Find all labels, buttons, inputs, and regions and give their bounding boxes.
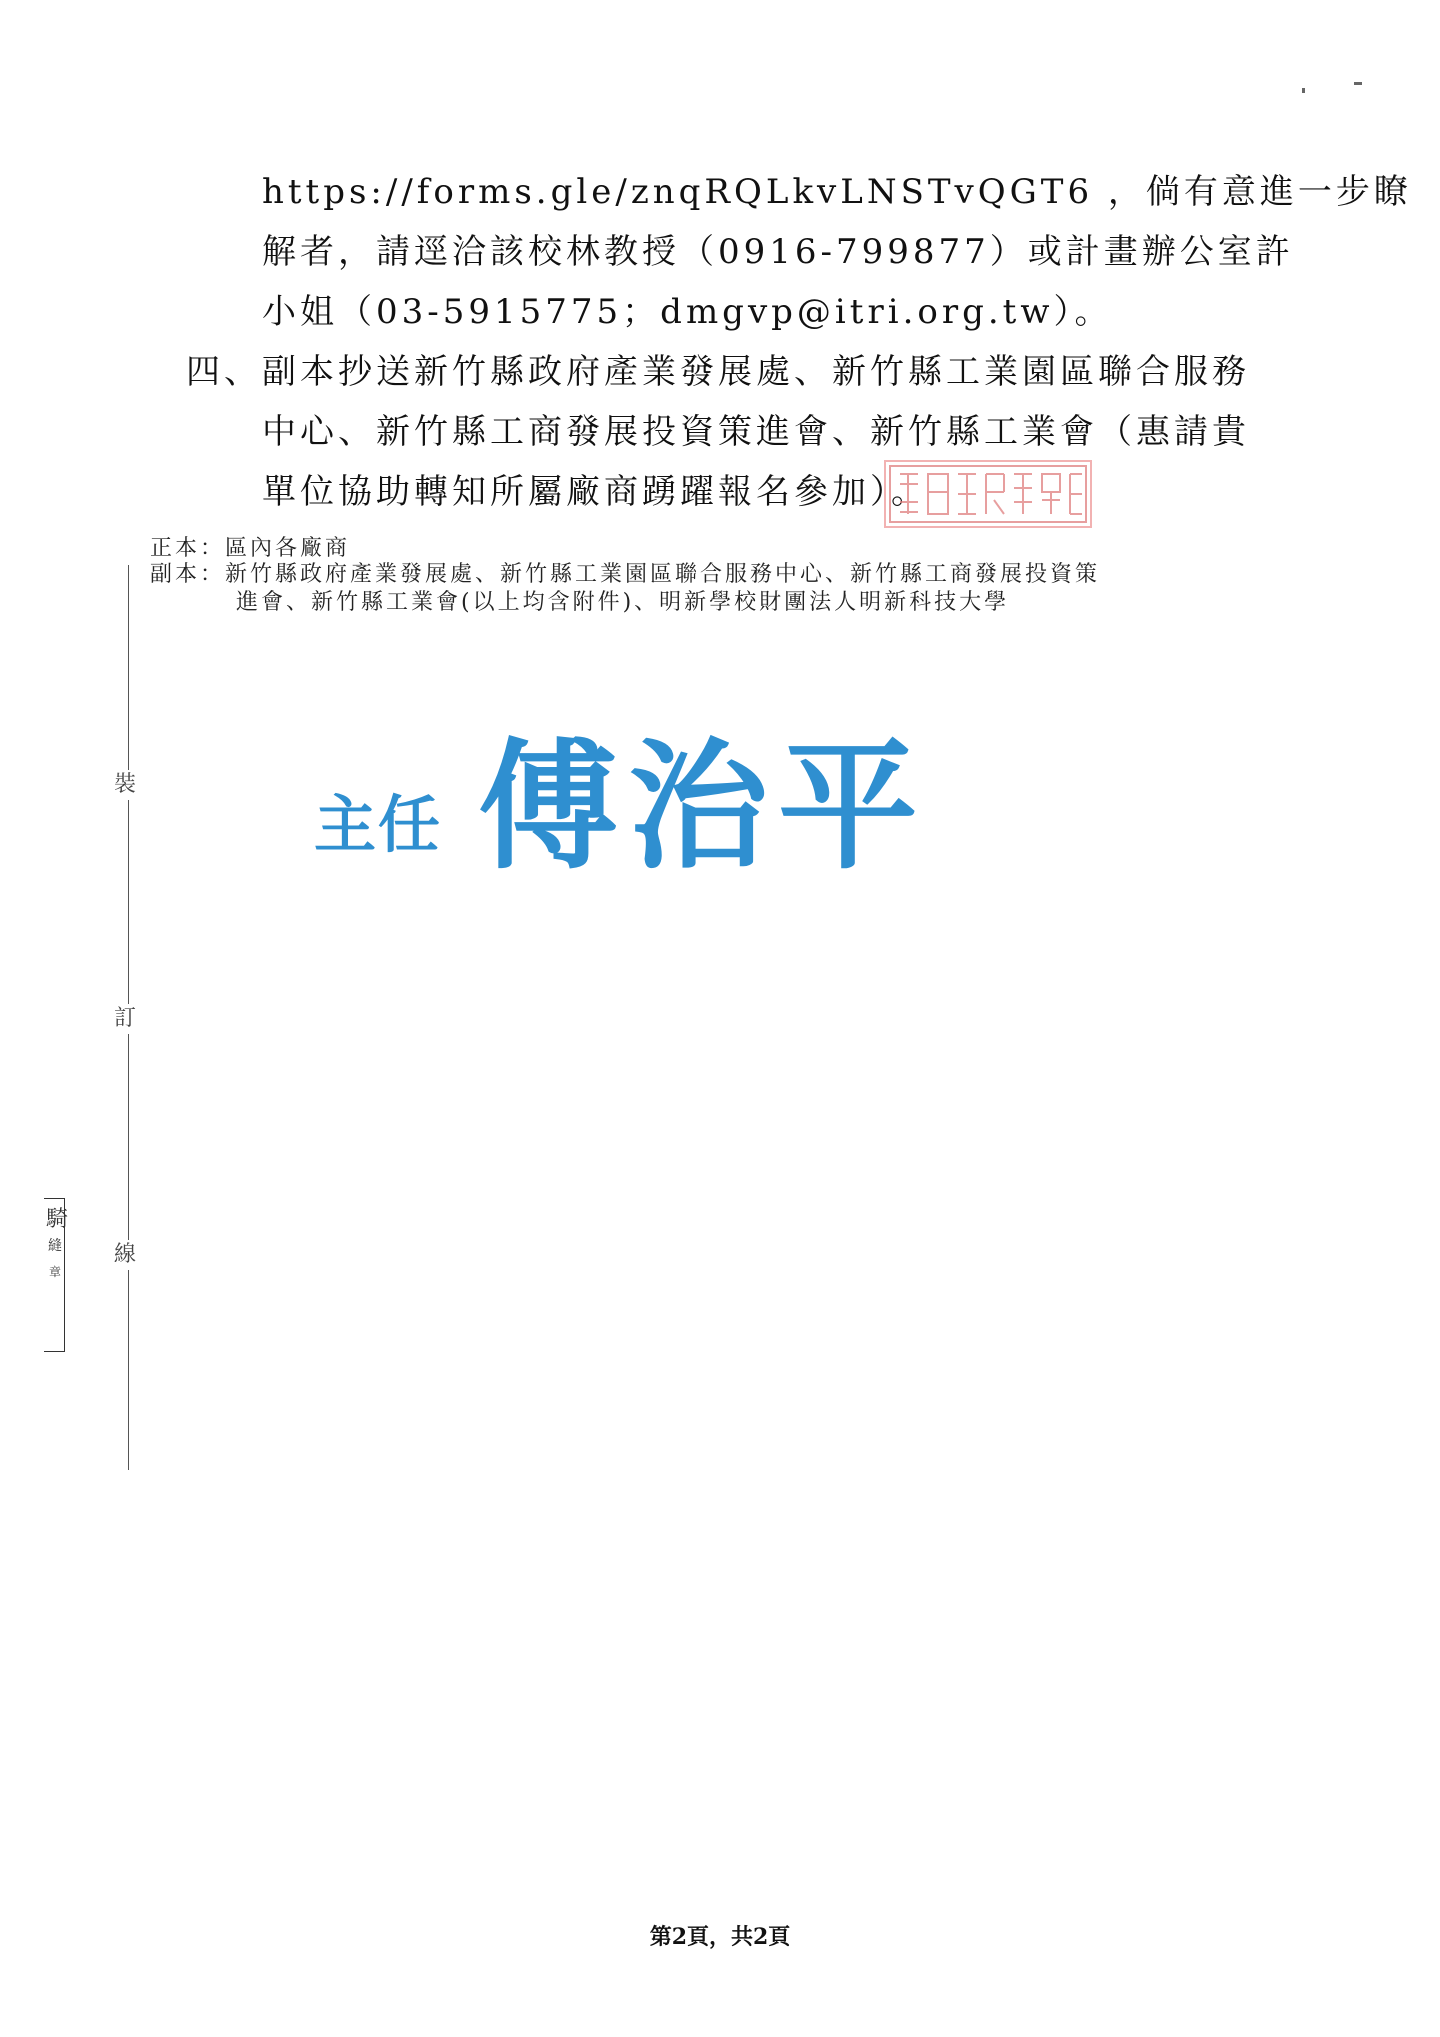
seam-seal-char: 縫	[48, 1238, 62, 1254]
recipients-cc	[150, 562, 1100, 588]
official-seal-stamp	[884, 460, 1092, 528]
seam-seal-char: 騎	[46, 1207, 69, 1232]
recipients-cc-label: 副本：	[150, 562, 226, 587]
signature-title: 主任	[314, 788, 443, 861]
recipients-main-value: 區內各廠商	[225, 536, 351, 561]
binding-mark-top: 裝	[114, 770, 136, 800]
signature-name: 傅治平	[478, 726, 929, 889]
recipients-main	[150, 536, 350, 562]
binding-mark-middle: 訂	[114, 1004, 136, 1034]
page-number: 第2頁，共2頁	[649, 1924, 791, 1950]
body-line: 中心、新竹縣工商發展投資策進會、新竹縣工業會（惠請貴	[262, 412, 1250, 452]
body-line: 解者，請逕洽該校林教授（0916-799877）或計畫辦公室許	[262, 232, 1294, 272]
seam-seal-char: 章	[48, 1265, 61, 1279]
scan-speck	[1302, 88, 1305, 93]
seam-seal-box	[44, 1198, 69, 1352]
recipients-cc-continued: 進會、新竹縣工業會(以上均含附件)、明新學校財團法人明新科技大學	[236, 590, 1010, 615]
item-four-marker: 四、	[186, 352, 262, 392]
scan-speck	[1354, 82, 1362, 85]
recipients-main-label: 正本：	[150, 536, 226, 561]
body-line: 副本抄送新竹縣政府產業發展處、新竹縣工業園區聯合服務	[262, 352, 1250, 392]
recipients-cc-line1: 新竹縣政府產業發展處、新竹縣工業園區聯合服務中心、新竹縣工商發展投資策	[225, 562, 1101, 587]
body-line: 小姐（03-5915775；dmgvp@itri.org.tw）。	[262, 292, 1113, 332]
binding-mark-bottom: 線	[114, 1240, 136, 1270]
body-line: https://forms.gle/znqRQLkvLNSTvQGT6 ，倘有意進一步瞭	[262, 172, 1412, 212]
body-line: 單位協助轉知所屬廠商踴躍報名參加）。	[262, 472, 929, 512]
